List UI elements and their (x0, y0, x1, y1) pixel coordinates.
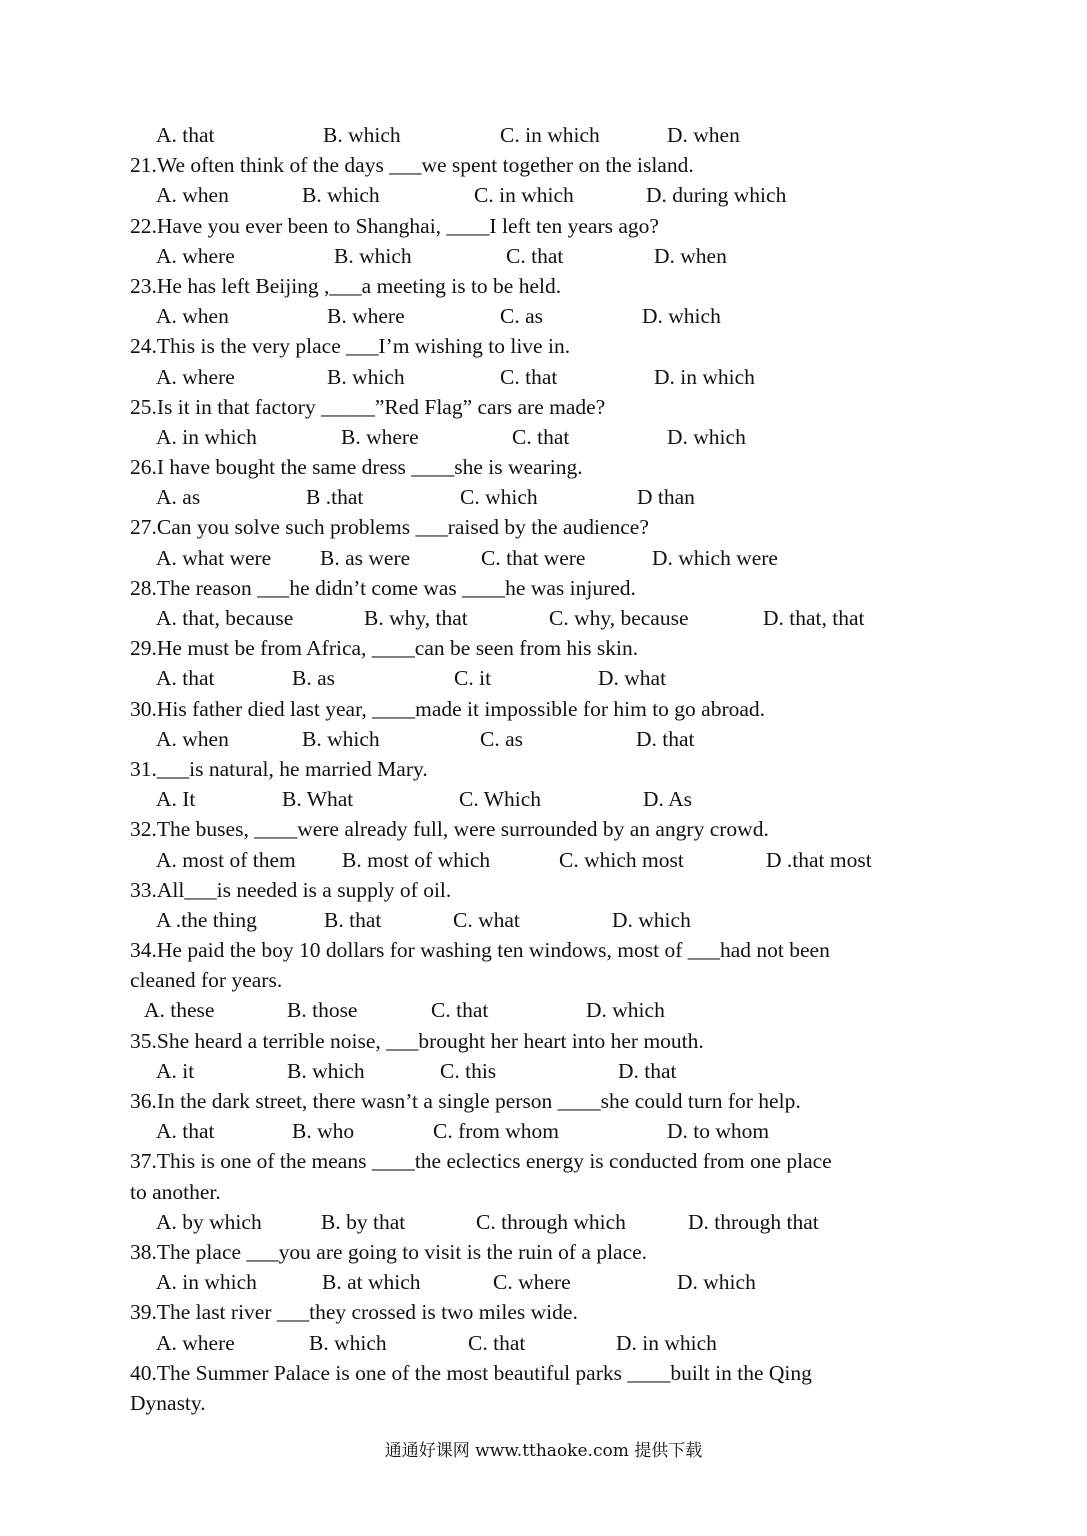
option-d: D. which (667, 424, 746, 449)
option-a: A. that, because (156, 606, 294, 630)
option-d: D. As (643, 787, 692, 812)
question-text: 29.He must be from Africa, ____can be seen from his skin. (130, 636, 639, 661)
page-footer: 通通好课网 www.tthaoke.com 提供下载 (384, 1441, 703, 1461)
option-d: D. to whom (667, 1119, 770, 1144)
question-line (0, 965, 1087, 995)
option-b: B. which (327, 364, 405, 389)
question-line (0, 1297, 1087, 1327)
question-text: 31.___is natural, he married Mary. (130, 756, 428, 781)
question-text: 33.All___is needed is a supply of oil. (130, 877, 452, 902)
option-b: B. who (292, 1119, 355, 1144)
options-line (0, 603, 1087, 633)
question-line (0, 814, 1087, 844)
question-line (0, 1026, 1087, 1056)
question-line (0, 875, 1087, 905)
option-a: A. when (156, 726, 229, 751)
option-c: C. that (468, 1330, 526, 1355)
option-d: D. when (667, 123, 740, 147)
option-c: C. it (454, 666, 492, 691)
question-text: 21.We often think of the days ___we spent together on the island. (130, 153, 694, 178)
option-a: A. where (156, 243, 235, 268)
option-d: D .that most (766, 847, 872, 872)
question-text: 35.She heard a terrible noise, ___brought her heart into her mouth. (130, 1028, 704, 1053)
question-text: 22.Have you ever been to Shanghai, ____I left ten years ago? (130, 213, 659, 238)
question-line (0, 694, 1087, 724)
option-b: B. which (323, 123, 401, 147)
question-line (0, 1177, 1087, 1207)
option-a: A. when (156, 304, 229, 329)
question-line (0, 331, 1087, 361)
question-line (0, 1086, 1087, 1116)
option-d: D. that (636, 726, 695, 751)
question-text: 34.He paid the boy 10 dollars for washing ten windows, most of ___had not been (130, 938, 830, 963)
option-d: D. that, that (763, 606, 865, 630)
option-a: A. these (144, 998, 215, 1023)
option-c: C. where (493, 1270, 571, 1295)
options-line (0, 995, 1087, 1025)
option-b: B. by that (321, 1209, 406, 1234)
option-c: C. that were (481, 545, 586, 570)
option-c: C. through which (476, 1209, 626, 1234)
question-line (0, 392, 1087, 422)
question-text: 24.This is the very place ___I’m wishing to live in. (130, 334, 571, 359)
option-a: A. that (156, 1119, 215, 1144)
option-a: A. in which (156, 1270, 257, 1295)
option-a: A. most of them (156, 847, 296, 872)
option-c: C. why, because (549, 606, 689, 630)
option-c: C. what (453, 907, 520, 932)
option-b: B. why, that (364, 606, 468, 630)
question-text: 36.In the dark street, there wasn’t a single person ____she could turn for help. (130, 1089, 801, 1113)
option-b: B. at which (322, 1270, 421, 1295)
option-d: D. which were (652, 545, 778, 570)
option-c: C. in which (474, 183, 574, 208)
option-d: D. when (654, 243, 727, 268)
option-b: B. What (282, 787, 354, 812)
question-text: 25.Is it in that factory _____”Red Flag” cars are made? (130, 394, 606, 419)
option-b: B. as were (320, 545, 411, 570)
option-a: A. in which (156, 424, 257, 449)
option-b: B .that (306, 485, 364, 510)
question-line (0, 935, 1087, 965)
question-text: 27.Can you solve such problems ___raised by the audience? (130, 515, 649, 540)
options-line (0, 362, 1087, 392)
option-a: A. as (156, 485, 201, 510)
option-a: A. It (156, 787, 196, 812)
options-line (0, 1056, 1087, 1086)
option-a: A. it (156, 1058, 195, 1083)
question-line (0, 1358, 1087, 1388)
question-line (0, 150, 1087, 180)
option-c: C. as (480, 726, 523, 751)
question-line (0, 1146, 1087, 1176)
option-d: D. which (642, 304, 721, 329)
option-c: C. this (440, 1058, 497, 1083)
question-text: cleaned for years. (130, 968, 283, 993)
option-d: D. during which (646, 183, 787, 208)
option-c: C. which most (559, 847, 684, 872)
option-d: D. which (677, 1270, 756, 1295)
option-d: D. that (618, 1058, 677, 1083)
option-b: B. which (302, 726, 380, 751)
options-line (0, 120, 1087, 150)
question-line (0, 633, 1087, 663)
option-d: D. through that (688, 1209, 819, 1234)
question-text: 40.The Summer Palace is one of the most beautiful parks ____built in the Qing (130, 1360, 812, 1385)
options-line (0, 784, 1087, 814)
option-c: C. from whom (433, 1119, 560, 1144)
options-line (0, 301, 1087, 331)
option-b: B. which (302, 183, 380, 208)
options-line (0, 1207, 1087, 1237)
option-c: C. as (500, 304, 543, 329)
options-line (0, 422, 1087, 452)
question-line (0, 512, 1087, 542)
options-line (0, 845, 1087, 875)
options-line (0, 1267, 1087, 1297)
option-a: A. where (156, 364, 235, 389)
option-c: C. that (506, 243, 564, 268)
question-line (0, 211, 1087, 241)
option-d: D than (637, 485, 695, 510)
option-b: B. where (327, 304, 405, 329)
question-text: 39.The last river ___they crossed is two miles wide. (130, 1300, 578, 1325)
option-a: A .the thing (156, 907, 257, 932)
options-line (0, 663, 1087, 693)
option-a: A. when (156, 183, 229, 208)
option-b: B. which (309, 1330, 387, 1355)
question-text: 30.His father died last year, ____made it impossible for him to go abroad. (130, 696, 766, 721)
option-d: D. in which (654, 364, 755, 389)
option-b: B. most of which (342, 847, 491, 872)
question-line (0, 1388, 1087, 1418)
option-b: B. which (287, 1058, 365, 1083)
option-c: C. that (500, 364, 558, 389)
option-a: A. that (156, 123, 215, 147)
option-b: B. which (334, 243, 412, 268)
question-text: to another. (130, 1179, 221, 1204)
option-b: B. as (292, 666, 335, 691)
option-b: B. where (341, 424, 419, 449)
question-text: 32.The buses, ____were already full, were surrounded by an angry crowd. (130, 817, 769, 842)
option-c: C. Which (459, 787, 542, 812)
options-line (0, 1116, 1087, 1146)
question-list (0, 120, 1087, 1418)
option-b: B. those (287, 998, 358, 1023)
options-line (0, 543, 1087, 573)
question-line (0, 754, 1087, 784)
question-text: 37.This is one of the means ____the eclectics energy is conducted from one place (130, 1149, 832, 1174)
option-d: D. which (612, 907, 691, 932)
options-line (0, 180, 1087, 210)
option-a: A. that (156, 666, 215, 691)
question-text: 23.He has left Beijing ,___a meeting is to be held. (130, 273, 562, 298)
options-line (0, 905, 1087, 935)
question-text: 26.I have bought the same dress ____she is wearing. (130, 455, 583, 480)
options-line (0, 482, 1087, 512)
question-line (0, 573, 1087, 603)
option-c: C. which (460, 485, 538, 510)
question-text: Dynasty. (130, 1390, 206, 1415)
question-line (0, 452, 1087, 482)
option-c: C. in which (500, 123, 600, 147)
option-d: D. what (598, 666, 667, 691)
question-text: 28.The reason ___he didn’t come was ____he was injured. (130, 575, 636, 600)
option-c: C. that (512, 424, 570, 449)
option-a: A. by which (156, 1209, 262, 1234)
option-c: C. that (431, 998, 489, 1023)
question-line (0, 271, 1087, 301)
question-text: 38.The place ___you are going to visit is the ruin of a place. (130, 1239, 648, 1264)
option-a: A. what were (156, 545, 272, 570)
options-line (0, 241, 1087, 271)
question-line (0, 1237, 1087, 1267)
options-line (0, 1328, 1087, 1358)
option-d: D. in which (616, 1330, 717, 1355)
options-line (0, 724, 1087, 754)
option-b: B. that (324, 907, 382, 932)
option-d: D. which (586, 998, 665, 1023)
option-a: A. where (156, 1330, 235, 1355)
